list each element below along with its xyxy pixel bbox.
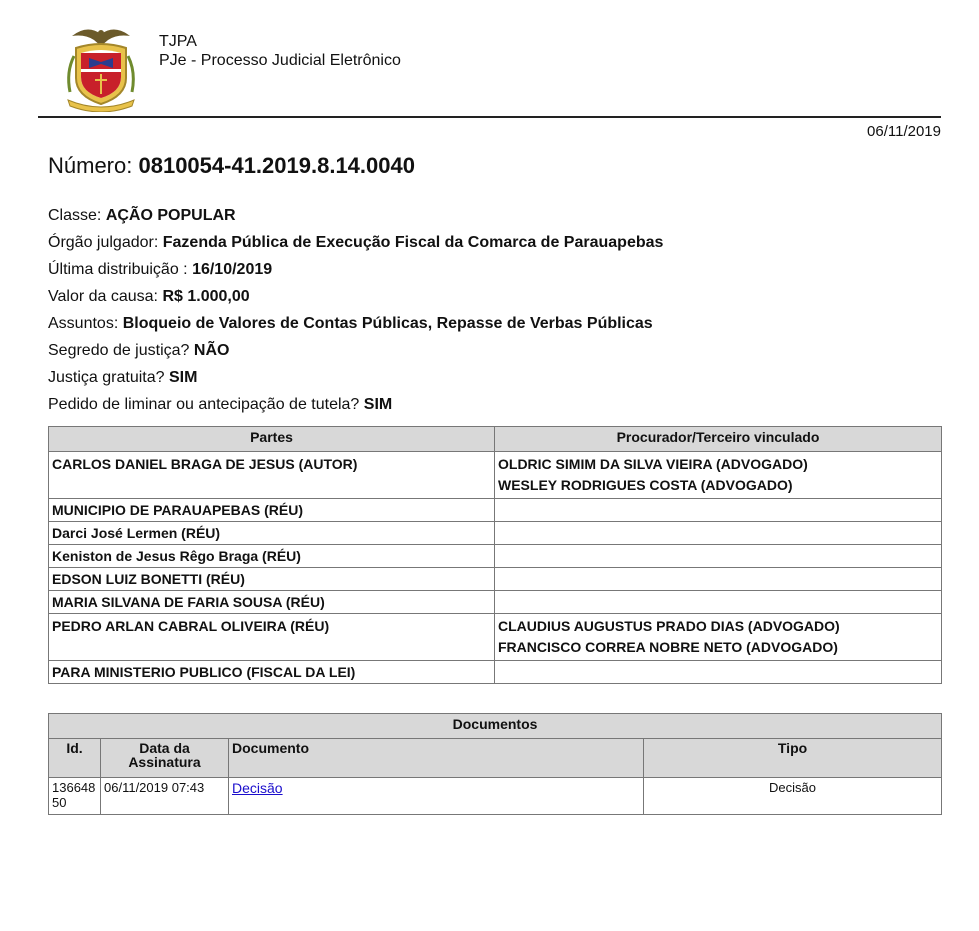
valor-label: Valor da causa: xyxy=(48,288,158,305)
header-divider xyxy=(38,116,941,118)
segredo-line xyxy=(48,337,663,364)
parte-cell: MUNICIPIO DE PARAUAPEBAS (RÉU) xyxy=(49,499,495,522)
distribuicao-line xyxy=(48,256,663,283)
assuntos-line xyxy=(48,310,663,337)
table-row xyxy=(49,522,942,545)
gratuita-label: Justiça gratuita? xyxy=(48,369,165,386)
page-header xyxy=(0,0,979,118)
documentos-table xyxy=(48,713,942,815)
parte-cell: PARA MINISTERIO PUBLICO (FISCAL DA LEI) xyxy=(49,661,495,684)
classe-line xyxy=(48,202,663,229)
orgao-value: Fazenda Pública de Execução Fiscal da Comarca de Parauapebas xyxy=(162,234,664,251)
parte-cell: EDSON LUIZ BONETTI (RÉU) xyxy=(49,568,495,591)
table-row xyxy=(49,452,942,499)
partes-table xyxy=(48,426,942,684)
data-column-header: Data da Assinatura xyxy=(101,739,229,778)
table-row xyxy=(49,661,942,684)
procurador-cell xyxy=(495,545,942,568)
parte-cell xyxy=(49,452,495,499)
gratuita-value: SIM xyxy=(168,369,198,386)
gratuita-line xyxy=(48,364,663,391)
segredo-value: NÃO xyxy=(193,342,230,359)
table-row xyxy=(49,591,942,614)
document-date-cell: 06/11/2019 07:43 xyxy=(101,778,229,815)
procurador-cell xyxy=(495,568,942,591)
process-metadata xyxy=(48,202,663,418)
procurador-cell xyxy=(495,499,942,522)
table-row xyxy=(49,545,942,568)
liminar-value: SIM xyxy=(363,396,393,413)
table-row xyxy=(49,778,942,815)
procurador-name: WESLEY RODRIGUES COSTA (ADVOGADO) xyxy=(498,477,793,493)
documentos-title-row xyxy=(49,714,942,739)
orgao-label: Órgão julgador: xyxy=(48,234,159,251)
parte-cell: Keniston de Jesus Rêgo Braga (RÉU) xyxy=(49,545,495,568)
document-type-cell: Decisão xyxy=(644,778,942,815)
partes-column-header: Partes xyxy=(49,427,495,452)
table-row xyxy=(49,499,942,522)
documentos-title: Documentos xyxy=(49,714,942,739)
procurador-cell xyxy=(495,452,942,499)
procurador-name: CLAUDIUS AUGUSTUS PRADO DIAS (ADVOGADO) xyxy=(498,618,840,634)
coat-of-arms-icon xyxy=(62,22,140,112)
assuntos-label: Assuntos: xyxy=(48,315,119,332)
system-name: PJe - Processo Judicial Eletrônico xyxy=(159,52,401,69)
parte-cell: Darci José Lermen (RÉU) xyxy=(49,522,495,545)
table-row xyxy=(49,568,942,591)
procurador-name: FRANCISCO CORREA NOBRE NETO (ADVOGADO) xyxy=(498,639,838,655)
document-name-cell xyxy=(229,778,644,815)
parte-name: CARLOS DANIEL BRAGA DE JESUS (AUTOR) xyxy=(52,456,358,472)
procurador-cell xyxy=(495,591,942,614)
id-column-header: Id. xyxy=(49,739,101,778)
valor-value: R$ 1.000,00 xyxy=(162,288,250,305)
document-id-cell: 13664850 xyxy=(49,778,101,815)
orgao-line xyxy=(48,229,663,256)
process-number-value: 0810054-41.2019.8.14.0040 xyxy=(138,153,415,178)
procurador-cell xyxy=(495,661,942,684)
documentos-header-row xyxy=(49,739,942,778)
segredo-label: Segredo de justiça? xyxy=(48,342,190,359)
valor-line xyxy=(48,283,663,310)
report-date: 06/11/2019 xyxy=(867,123,941,140)
liminar-line xyxy=(48,391,663,418)
procurador-cell xyxy=(495,522,942,545)
liminar-label: Pedido de liminar ou antecipação de tutela? xyxy=(48,396,360,413)
parte-cell xyxy=(49,614,495,661)
procurador-name: OLDRIC SIMIM DA SILVA VIEIRA (ADVOGADO) xyxy=(498,456,808,472)
classe-value: AÇÃO POPULAR xyxy=(105,207,236,224)
process-number-label: Número: xyxy=(48,153,133,178)
process-number xyxy=(48,153,415,179)
org-name: TJPA xyxy=(159,33,197,50)
procurador-cell xyxy=(495,614,942,661)
distribuicao-label: Última distribuição : xyxy=(48,261,188,278)
document-link[interactable]: Decisão xyxy=(232,780,283,796)
table-row xyxy=(49,614,942,661)
documento-column-header: Documento xyxy=(229,739,644,778)
assuntos-value: Bloqueio de Valores de Contas Públicas, Repasse de Verbas Públicas xyxy=(122,315,653,332)
parte-cell: MARIA SILVANA DE FARIA SOUSA (RÉU) xyxy=(49,591,495,614)
partes-header-row xyxy=(49,427,942,452)
distribuicao-value: 16/10/2019 xyxy=(192,261,273,278)
parte-name: PEDRO ARLAN CABRAL OLIVEIRA (RÉU) xyxy=(52,618,330,634)
procurador-column-header: Procurador/Terceiro vinculado xyxy=(495,427,942,452)
classe-label: Classe: xyxy=(48,207,102,224)
tipo-column-header: Tipo xyxy=(644,739,942,778)
